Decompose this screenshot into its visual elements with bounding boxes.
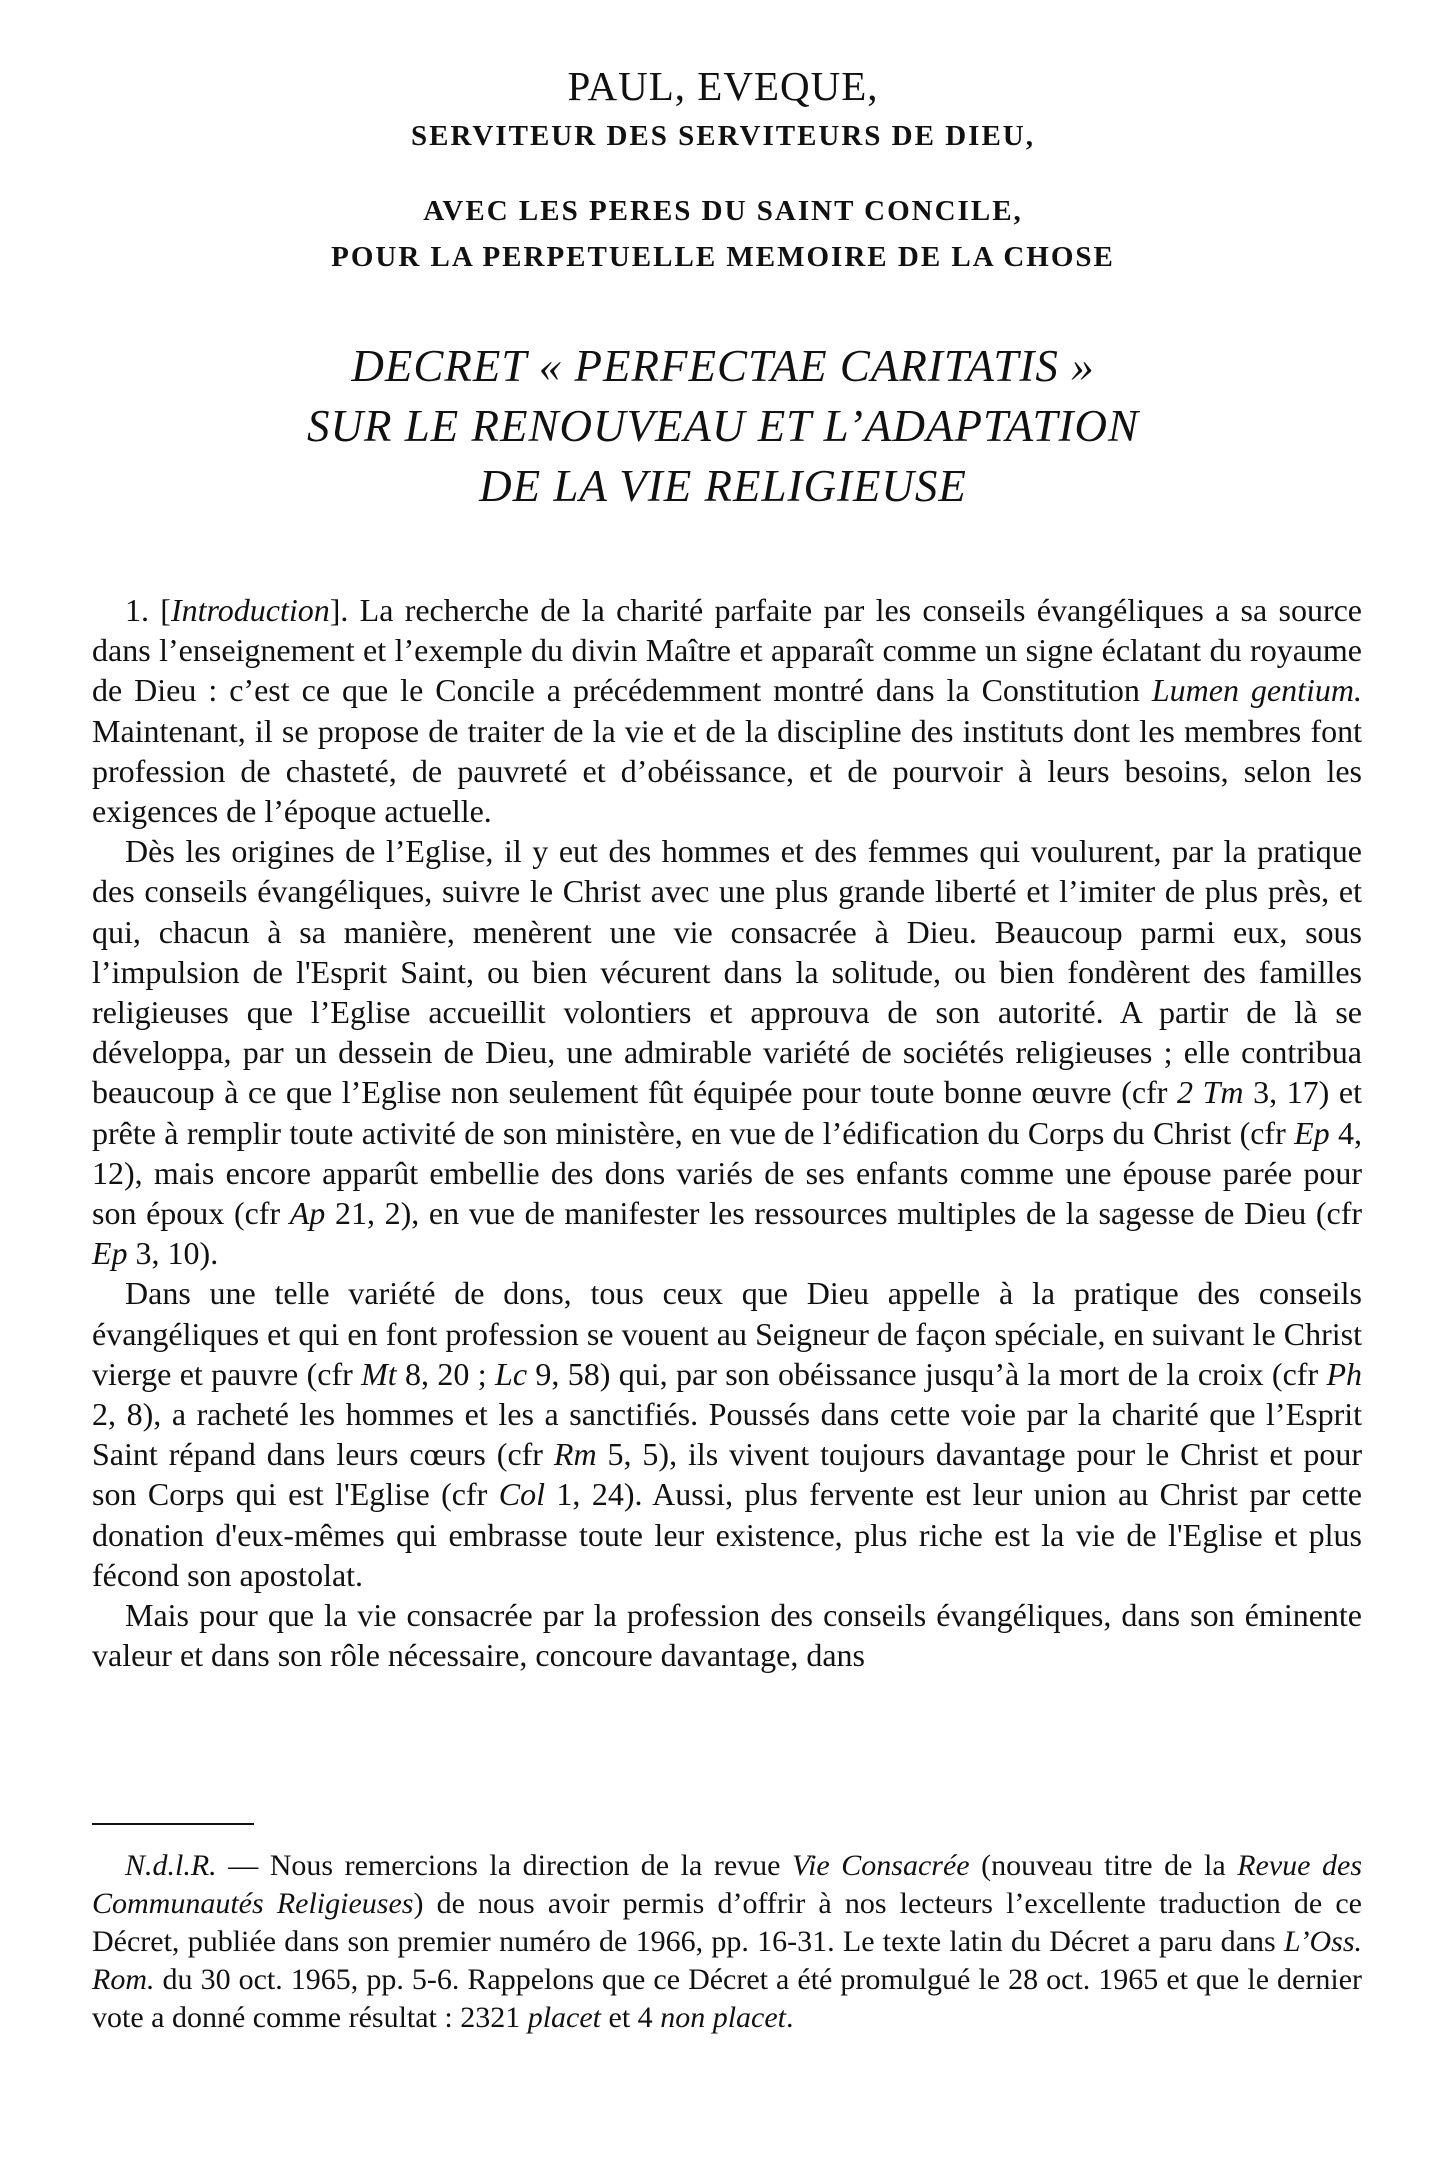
footnote-text: . (786, 2001, 794, 2034)
scripture-reference: Ep (92, 1235, 128, 1272)
footnote-text: et 4 (601, 2001, 661, 2034)
decree-title-line-2: SUR LE RENOUVEAU ET L’ADAPTATION (307, 401, 1139, 451)
document-reference: Lumen gentium. (1151, 672, 1363, 709)
paragraph-4 (92, 1595, 1362, 1675)
header-council-line: AVEC LES PERES DU SAINT CONCILE, (423, 195, 1023, 227)
paragraph-1 (92, 590, 1362, 831)
footnote-divider (92, 1823, 254, 1825)
paragraph-3 (92, 1273, 1362, 1595)
section-heading: Introduction (170, 592, 330, 628)
paragraph-text: Dans une telle variété de dons, tous ceux que Dieu appelle à la pratique des conseils évangéliques et qui en font profession se vouent au Seigneur de façon spéciale, en suivant le Christ vierge et pauvre (cfr (92, 1275, 1362, 1392)
publication-title: Revue des Communautés Religieuses (92, 1849, 1362, 1920)
paragraph-text: 3, 17) et prête à remplir toute activité de son ministère, en vue de l’édification du Corps du Christ (cfr (92, 1074, 1363, 1151)
paragraph-text: ]. La recherche de la charité parfaite par les conseils évangéliques a sa source dans l’enseignement et l’exemple du divin Maître et apparaît comme un signe éclatant du royaume de Dieu : c’est ce que le Concile a précédemment montré dans la Constitution (92, 592, 1363, 709)
footnote-text: du 30 oct. 1965, pp. 5-6. Rappelons que ce Décret a été promulgué le 28 oct. 1965 et que le dernier vote a donné comme résultat : 2321 (92, 1963, 1362, 2034)
paragraph-number: 1. [ (125, 592, 171, 628)
footnote-marker: N.d.l.R. (125, 1849, 217, 1882)
header-author: PAUL, EVEQUE, (567, 63, 879, 109)
scripture-reference: Rm (553, 1436, 597, 1473)
paragraph-text: Dès les origines de l’Eglise, il y eut des hommes et des femmes qui voulurent, par la pratique des conseils évangéliques, suivre le Christ avec une plus grande liberté et l’imiter de plus près, et qui, chacun à sa manière, menèrent une vie consacrée à Dieu. Beaucoup parmi eux, sous l’impulsion de l'Esprit Saint, ou bien vécurent dans la solitude, ou bien fondèrent des familles religieuses que l’Eglise accueillit volontiers et approuva de son autorité. A partir de là se développa, par un dessein de Dieu, une admirable variété de sociétés religieuses ; elle contribua beaucoup à ce que l’Eglise non seulement fût équipée pour toute bonne œuvre (cfr (92, 833, 1362, 1111)
footnote-paragraph (92, 1847, 1362, 2037)
publication-title: L’Oss. Rom. (92, 1925, 1362, 1996)
header-memory-line: POUR LA PERPETUELLE MEMOIRE DE LA CHOSE (331, 241, 1115, 273)
scripture-reference: Ph (1326, 1355, 1363, 1392)
scripture-reference: Col (498, 1476, 545, 1513)
decree-title-line-3: DE LA VIE RELIGIEUSE (479, 461, 967, 511)
scripture-reference: 2 Tm (1176, 1074, 1244, 1111)
paragraph-text: 2, 8), a racheté les hommes et les a sanctifiés. Poussés dans cette voie par la charité que l’Esprit Saint répand dans leurs cœurs (cfr (92, 1396, 1362, 1473)
vote-term: placet (527, 2001, 602, 2034)
paragraph-text: 9, 58) qui, par son obéissance jusqu’à la mort de la croix (cfr (527, 1355, 1327, 1392)
decree-title-line-1: DECRET « PERFECTAE CARITATIS » (351, 341, 1095, 391)
paragraph-text: Mais pour que la vie consacrée par la profession des conseils évangéliques, dans son éminente valeur et dans son rôle nécessaire, concoure davantage, dans (92, 1597, 1362, 1674)
header-servant-line: SERVITEUR DES SERVITEURS DE DIEU, (411, 120, 1035, 152)
footnote-text: (nouveau titre de la (969, 1849, 1238, 1882)
paragraph-text: 4, 12), mais encore apparût embellie des dons variés de ses enfants comme une épouse parée pour son époux (cfr (92, 1114, 1363, 1232)
paragraph-2 (92, 831, 1362, 1273)
paragraph-text: 8, 20 ; (396, 1355, 496, 1392)
paragraph-text: 3, 10). (127, 1235, 219, 1272)
footnote-text: ) de nous avoir permis d’offrir à nos lecteurs l’excellente traduction de ce Décret, publiée dans son premier numéro de 1966, pp. 16-31. Le texte latin du Décret a paru dans (92, 1887, 1362, 1958)
paragraph-text: 5, 5), ils vivent toujours davantage pour le Christ et pour son Corps qui est l'Eglise (cfr (92, 1436, 1363, 1513)
scripture-reference: Ap (289, 1195, 326, 1232)
paragraph-text: 1, 24). Aussi, plus fervente est leur union au Christ par cette donation d'eux-mêmes qui embrasse toute leur existence, plus riche est la vie de l'Eglise et plus fécond son apostolat. (92, 1476, 1363, 1593)
paragraph-text: Maintenant, il se propose de traiter de la vie et de la discipline des instituts dont les membres font profession de chasteté, de pauvreté et d’obéissance, et de pourvoir à leurs besoins, selon les exigences de l’époque actuelle. (92, 712, 1362, 830)
vote-term: non placet (660, 2001, 786, 2034)
decree-body (92, 590, 1362, 1675)
scripture-reference: Lc (495, 1355, 528, 1392)
scripture-reference: Mt (361, 1355, 397, 1392)
scripture-reference: Ep (1294, 1114, 1330, 1151)
paragraph-text: 21, 2), en vue de manifester les ressources multiples de la sagesse de Dieu (cfr (325, 1195, 1362, 1232)
editors-footnote (92, 1847, 1362, 2037)
publication-title: Vie Consacrée (792, 1849, 970, 1882)
footnote-text: — Nous remercions la direction de la revue (216, 1849, 792, 1882)
